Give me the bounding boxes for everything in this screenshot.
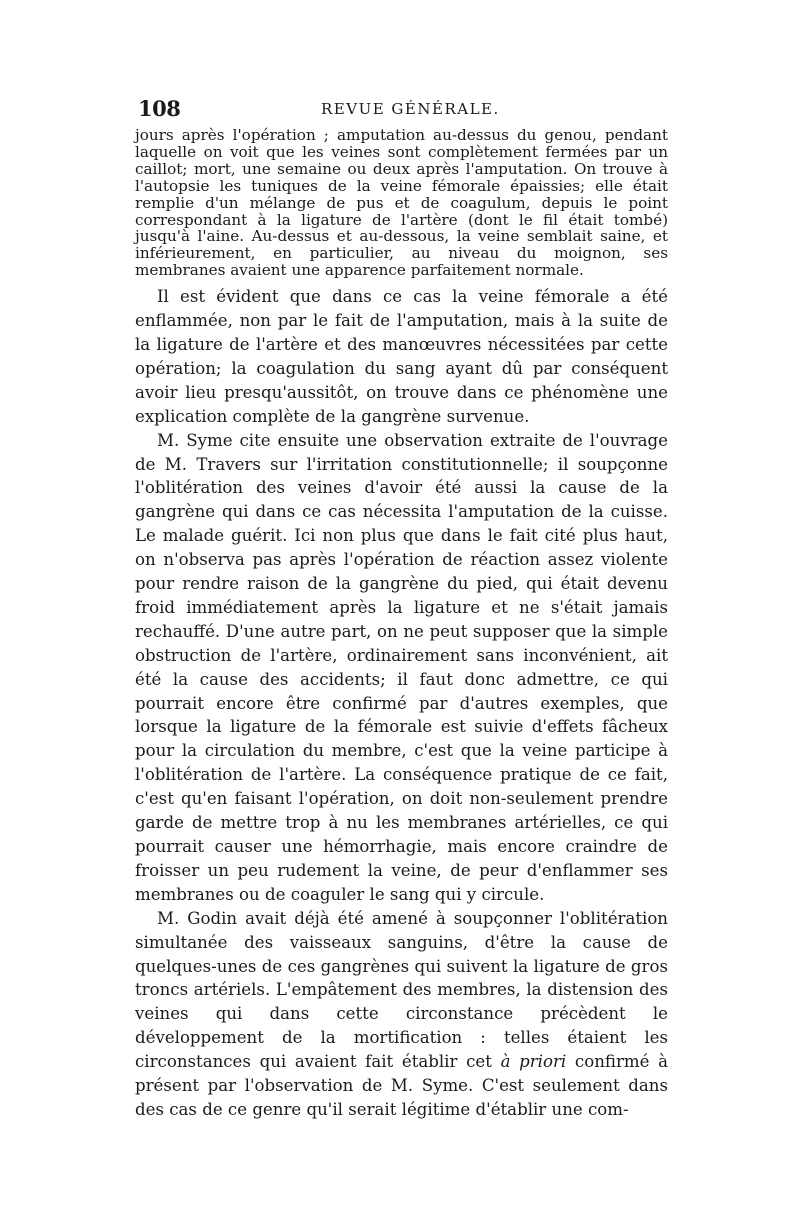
page-number: 108 <box>138 96 181 121</box>
paragraph-4: M. Godin avait déjà été amené à soupçonner l'oblitération simultanée des vaisseaux sanguins, d'être la cause de quelques-unes de ces gangrènes qui suivent la ligature de gros troncs artériels. L'empâtement des membres, la distension des veines qui dans cette circonstance précèdent le développement de la mortification : telles étaient les circonstances qui avaient fait établir cet à priori confirmé à présent par l'observation de M. Syme. C'est seulement dans des cas de ce genre qu'il serait légitime d'établir une com- <box>135 908 669 1119</box>
italic-phrase: à priori <box>500 1052 567 1072</box>
paragraph-2: Il est évident que dans ce cas la veine fémorale a été enflammée, non par le fait de l'amputation, mais à la suite de la ligature de l'artère et des manœuvres nécessitées par cette opération; la coagulation du sang ayant dû par conséquent avoir lieu presqu'aussitôt, on trouve dans ce phénomène une explication complète de la gangrène survenue. <box>135 287 668 426</box>
page-header <box>138 96 666 122</box>
paragraph-3: M. Syme cite ensuite une observation extraite de l'ouvrage de M. Travers sur l'irritation constitutionnelle; il soupçonne l'oblitération des veines d'avoir été aussi la cause de la gangrène qui dans ce cas nécessita l'amputation de la cuisse. Le malade guérit. Ici non plus que dans le fait cité plus haut, on n'observa pas après l'opération de réaction assez violente pour rendre raison de la gangrène du pied, qui était devenu froid immédiatement après la ligature et ne s'était jamais rechauffé. D'une autre part, on ne peut supposer que la simple obstruction de l'artère, ordinairement sans inconvénient, ait été la cause des accidents; il faut donc admettre, ce qui pourrait encore être confirmé par d'autres exemples, que lorsque la ligature de la fémorale est suivie d'effets fâcheux pour la circulation du membre, c'est que la veine participe à l'oblitération de l'artère. La conséquence pratique de ce fait, c'est qu'en faisant l'opération, on doit non-seulement prendre garde de mettre trop à nu les membranes artérielles, ce qui pourrait causer une hémorrhagie, mais encore craindre de froisser un peu rudement la veine, de peur d'enflammer ses membranes ou de coaguler le sang qui y circule. <box>135 430 668 904</box>
running-title: REVUE GÉNÉRALE. <box>321 100 500 118</box>
body-text <box>135 127 668 1122</box>
paragraph-1: jours après l'opération ; amputation au-dessus du genou, pendant laquelle on voit que les veines sont complètement fermées par un caillot; mort, une semaine ou deux après l'amputation. On trouve à l'autopsie les tuniques de la veine fémorale épaissies; elle était remplie d'un mélange de pus et de coagulum, depuis le point correspondant à la ligature de l'artère (dont le fil était tombé) jusqu'à l'aine. Au-dessus et au-dessous, la veine semblait saine, et inférieurement, en particulier, au niveau du moignon, ses membranes avaient une apparence parfaitement normale. <box>135 126 668 280</box>
